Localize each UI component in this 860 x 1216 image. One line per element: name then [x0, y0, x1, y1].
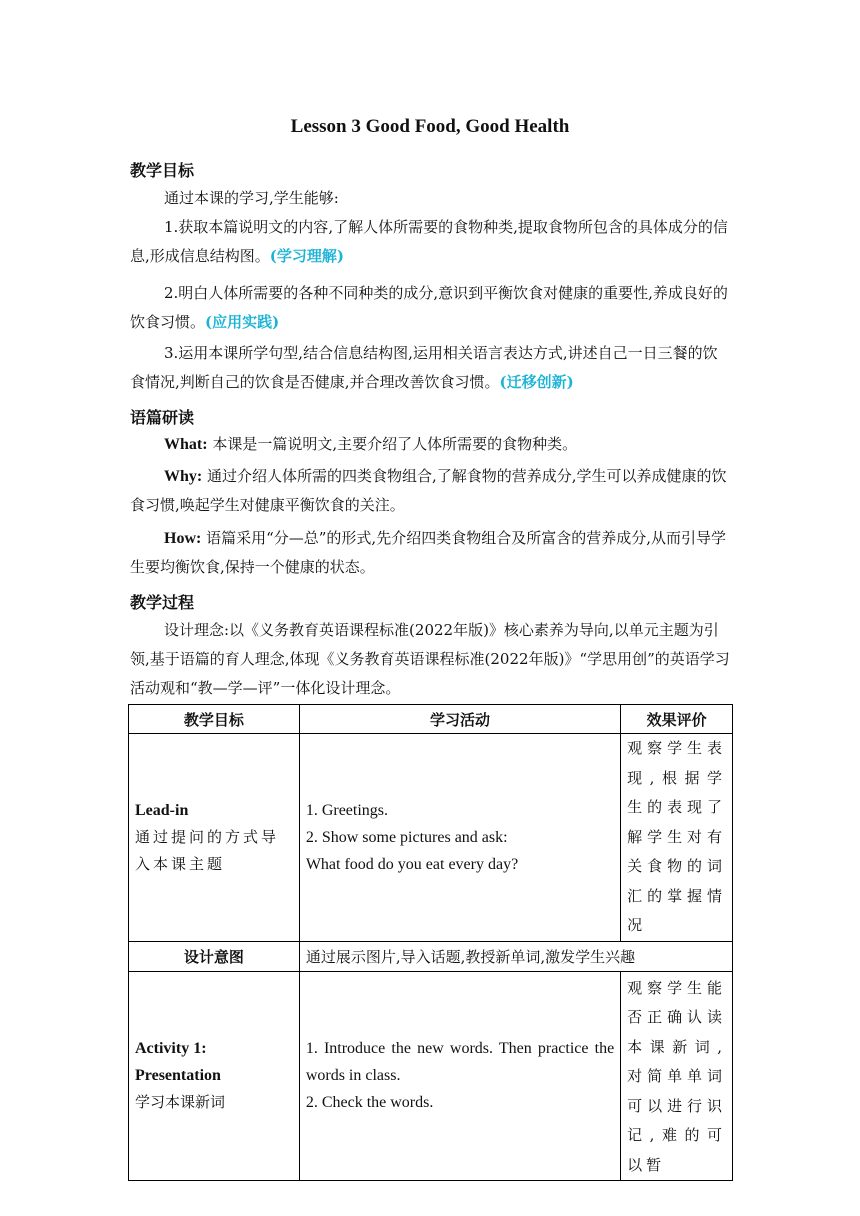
- what-text: 本课是一篇说明文,主要介绍了人体所需要的食物种类。: [207, 435, 578, 453]
- goal-item-3: [130, 339, 730, 397]
- goal-item-2-tag: (应用实践): [205, 313, 280, 331]
- row1-activity-2: 2. Show some pictures and ask:: [305, 828, 508, 846]
- row1-activity-3: What food do you eat every day?: [305, 855, 519, 873]
- reading-how: [130, 524, 730, 582]
- what-label: What:: [164, 436, 208, 453]
- goals-heading: 教学目标: [130, 161, 195, 180]
- header-evaluation: 效果评价: [621, 705, 733, 734]
- goal-item-1-tag: (学习理解): [269, 247, 344, 265]
- intent-label: 设计意图: [129, 941, 300, 971]
- row2-activity-cell: [299, 971, 620, 1181]
- table-row: [129, 941, 733, 971]
- how-label: How:: [164, 530, 202, 547]
- row2-evaluation: 观察学生能否正确认读本课新词,对简单单词可以进行识记,难的可以暂: [621, 971, 733, 1181]
- row1-evaluation: 观察学生表现,根据学生的表现了解学生对有关食物的词汇的掌握情况: [621, 734, 733, 942]
- reading-why: [130, 462, 730, 520]
- goal-item-1: [130, 213, 730, 271]
- reading-heading: 语篇研读: [130, 408, 195, 427]
- goal-item-1-text: 1.获取本篇说明文的内容,了解人体所需要的食物种类,提取食物所包含的具体成分的信息,形成信息结构图。: [130, 218, 728, 265]
- goal-item-3-text: 3.运用本课所学句型,结合信息结构图,运用相关语言表达方式,讲述自己一日三餐的饮食情况,判断自己的饮食是否健康,并合理改善饮食习惯。: [130, 344, 718, 391]
- goal-item-2: [130, 279, 730, 337]
- row2-goal-title-2: Presentation: [135, 1067, 221, 1085]
- row2-activity-2: 2. Check the words.: [305, 1094, 434, 1112]
- header-goal: 教学目标: [129, 705, 300, 734]
- row2-goal-cell: [129, 971, 300, 1181]
- table-row: [129, 734, 733, 942]
- header-activity: 学习活动: [299, 705, 620, 734]
- row1-activity-cell: [299, 734, 620, 942]
- row2-goal-text: 学习本课新词: [135, 1093, 226, 1112]
- how-text: 语篇采用“分—总”的形式,先介绍四类食物组合及所富含的营养成分,从而引导学生要均衡饮食,保持一个健康的状态。: [130, 529, 726, 576]
- lesson-title: Lesson 3 Good Food, Good Health: [290, 116, 570, 137]
- row2-goal-title-1: Activity 1:: [135, 1040, 207, 1058]
- row1-goal-text: 通过提问的方式导入本课主题: [135, 827, 280, 873]
- goals-intro: 通过本课的学习,学生能够:: [164, 189, 339, 207]
- lesson-plan-table: [128, 704, 733, 1181]
- row1-goal-cell: [129, 734, 300, 942]
- goal-item-2-text: 2.明白人体所需要的各种不同种类的成分,意识到平衡饮食对健康的重要性,养成良好的饮食习惯。: [130, 284, 728, 331]
- reading-what: [130, 430, 730, 459]
- intent-text: 通过展示图片,导入话题,教授新单词,激发学生兴趣: [299, 941, 732, 971]
- why-label: Why:: [164, 468, 203, 485]
- goal-item-3-tag: (迁移创新): [499, 373, 574, 391]
- process-concept: 设计理念:以《义务教育英语课程标准(2022年版)》核心素养为导向,以单元主题为引领,基于语篇的育人理念,体现《义务教育英语课程标准(2022年版)》“学思用创”的英语学习活动观和“教—学—评”一体化设计理念。: [130, 621, 730, 697]
- why-text: 通过介绍人体所需的四类食物组合,了解食物的营养成分,学生可以养成健康的饮食习惯,唤起学生对健康平衡饮食的关注。: [130, 467, 727, 514]
- row1-activity-1: 1. Greetings.: [305, 801, 389, 819]
- table-header-row: [129, 705, 733, 734]
- row1-goal-title: Lead-in: [135, 801, 189, 819]
- row2-activity-1: 1. Introduce the new words. Then practice the words in class.: [305, 1040, 615, 1085]
- table-row: [129, 971, 733, 1181]
- process-heading: 教学过程: [130, 593, 195, 612]
